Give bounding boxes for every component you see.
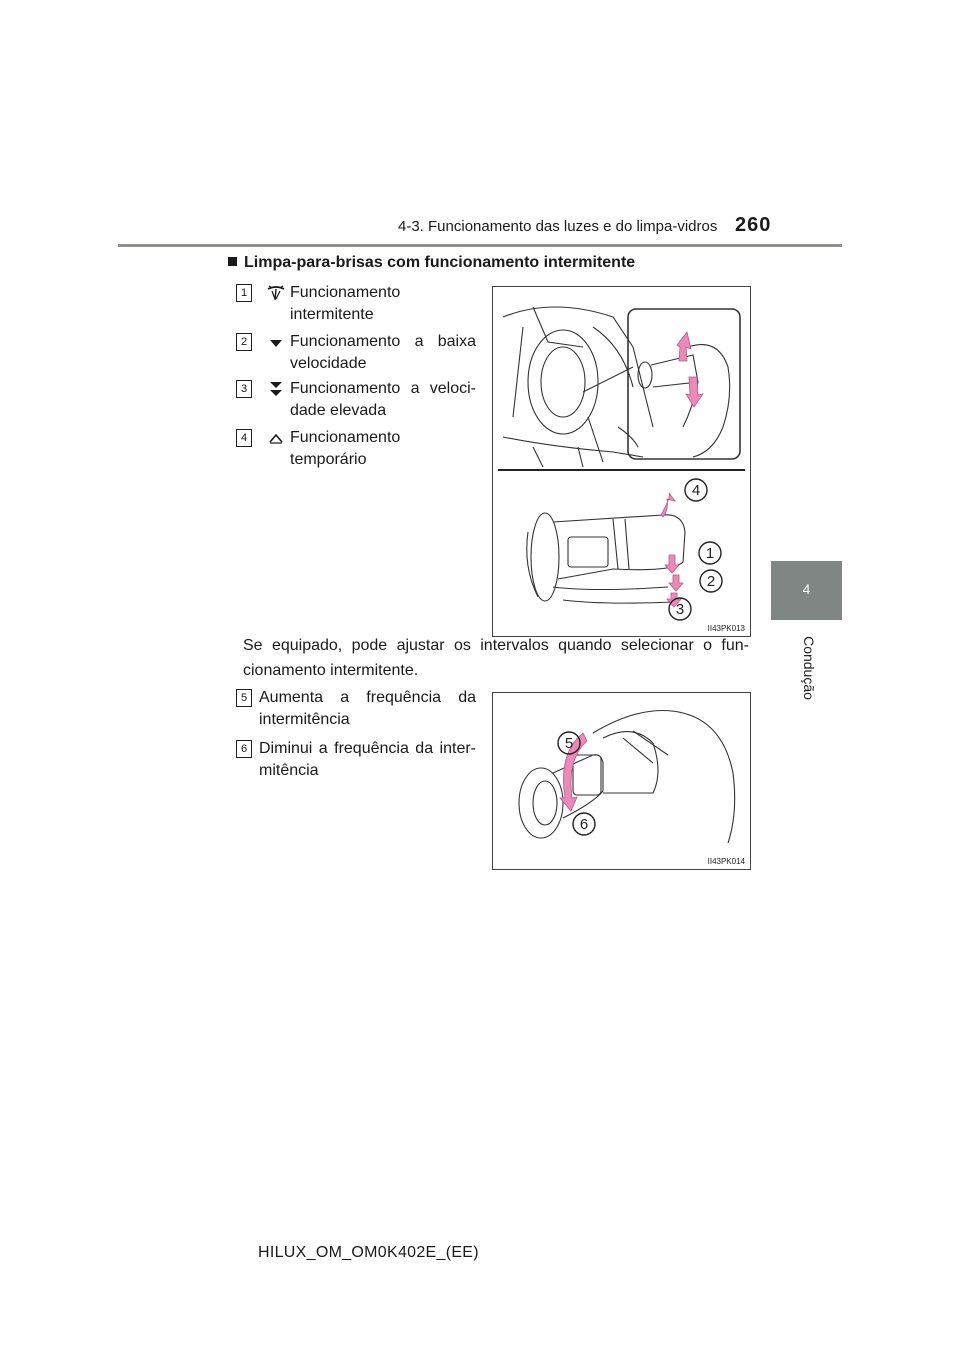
chapter-label: Condução: [801, 636, 817, 700]
header-divider: [118, 244, 842, 247]
item-text: Funcionamento temporário: [290, 429, 401, 468]
item-number-badge: 6: [236, 740, 252, 758]
item-number-badge: 1: [236, 284, 252, 302]
callout-1: 1: [705, 545, 715, 562]
section-heading: [228, 254, 635, 272]
item-number-badge: 5: [236, 689, 252, 707]
chapter-tab: [771, 561, 842, 620]
section-heading-text: Limpa-para-brisas com funcionamento intermitente: [244, 254, 636, 271]
callout-6: 6: [579, 816, 589, 833]
triangle-down-icon: [266, 333, 286, 351]
figure-code: II43PK013: [707, 624, 745, 633]
double-triangle-down-icon: [266, 380, 286, 398]
chapter-number: 4: [802, 581, 811, 597]
item-text: Diminui a frequência da inter-mitência: [259, 740, 476, 779]
page-number: 260: [735, 214, 772, 236]
item-number-badge: 3: [236, 380, 252, 398]
item-text: Funcionamento a baixa velocidade: [290, 333, 476, 372]
figure-code: II43PK014: [707, 857, 745, 866]
callout-3: 3: [675, 601, 685, 618]
square-bullet-icon: [228, 257, 237, 266]
document-code: HILUX_OM_OM0K402E_(EE): [258, 1244, 479, 1261]
item-number-badge: 2: [236, 333, 252, 351]
wiper-lever-illustration: [493, 287, 750, 636]
chevron-up-icon: [266, 429, 286, 447]
interval-dial-illustration: [493, 693, 750, 869]
callout-4: 4: [691, 482, 701, 499]
item-text: Aumenta a frequência da intermitência: [259, 689, 476, 728]
wiper-intermittent-icon: [266, 284, 286, 302]
wiper-lever-figure: [492, 286, 751, 637]
item-text: Funcionamento a veloci-dade elevada: [290, 380, 476, 419]
running-header-title: 4-3. Funcionamento das luzes e do limpa-vidros: [398, 218, 718, 235]
interval-dial-figure: [492, 692, 751, 870]
body-paragraph: Se equipado, pode ajustar os intervalos quando selecionar o fun-cionamento intermitente.: [243, 637, 749, 679]
item-text: Funcionamento intermitente: [290, 284, 401, 323]
callout-5: 5: [564, 735, 574, 752]
item-number-badge: 4: [236, 429, 252, 447]
callout-2: 2: [706, 573, 716, 590]
